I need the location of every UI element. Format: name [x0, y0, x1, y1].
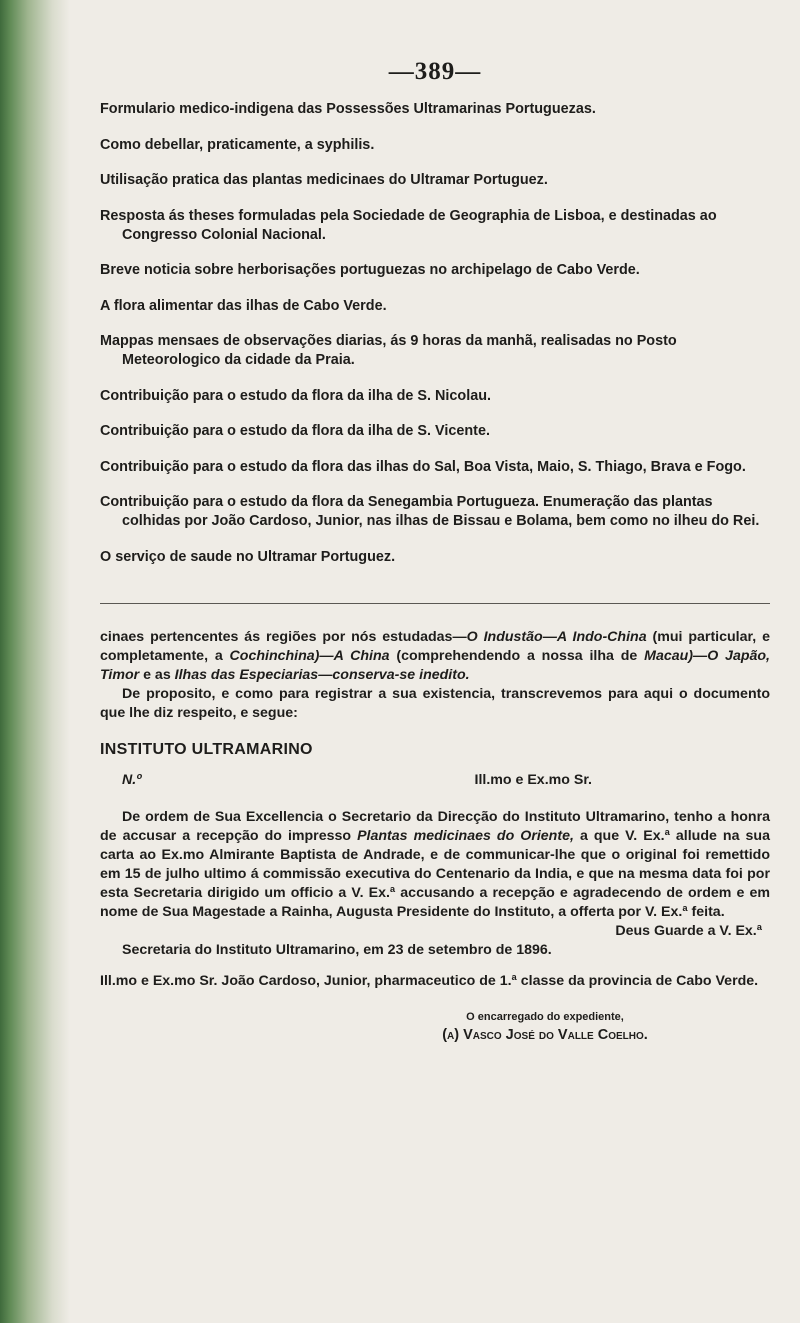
signature-label: O encarregado do expediente, [466, 1010, 624, 1023]
list-item: Contribuição para o estudo da flora da ilha de S. Nicolau. [100, 387, 492, 404]
list-item: Contribuição para o estudo da flora das ilhas do Sal, Boa Vista, Maio, S. Thiago, Brava e Fogo. [100, 458, 746, 475]
list-item: Resposta ás theses formuladas pela Sociedade de Geographia de Lisboa, e destinadas ao Congresso Colonial Nacional. [100, 207, 717, 243]
list-item: Breve noticia sobre herborisações portuguezas no archipelago de Cabo Verde. [100, 262, 640, 278]
list-item: Utilisação pratica das plantas medicinaes do Ultramar Portuguez. [100, 172, 548, 188]
text-run: e as [139, 666, 175, 683]
text-run: (comprehendendo a nossa ilha de [389, 647, 645, 664]
list-item: Mappas mensaes de observações diarias, ás 9 horas da manhã, realisadas no Posto Meteorologico da cidade da Praia. [100, 333, 677, 368]
list-item: A flora alimentar das ilhas de Cabo Verde. [100, 297, 387, 314]
dateline: Secretaria do Instituto Ultramarino, em 23 de setembro de 1896. [122, 941, 552, 958]
salutation: Ill.mo e Ex.mo Sr. [474, 771, 592, 788]
italic-run: Cochinchina)—A China [229, 647, 390, 664]
addressee: Ill.mo e Ex.mo Sr. João Cardoso, Junior, pharmaceutico de 1.ª classe da provincia de Cabo Verde. [100, 972, 759, 989]
paragraph-continued [100, 628, 770, 685]
reference-number: N.º [122, 771, 142, 788]
list-item: O serviço de saude no Ultramar Portuguez. [100, 548, 396, 565]
publication-list [100, 100, 770, 567]
section-heading: INSTITUTO ULTRAMARINO [100, 740, 313, 758]
text-run: a que V. Ex.ª allude na sua carta ao Ex.mo Almirante Baptista de Andrade, e de communicar-lhe que o original foi remettido em 15 de julho ultimo á commissão executiva do Centenario da India, e que na mesma data foi por esta Secretaria dirigido um officio a V. Ex.ª accusando a recepção e agradecendo de ordem e em nome de Sua Magestade a Rainha, Augusta Presidente do Instituto, a offerta por V. Ex.ª feita. [100, 827, 770, 920]
page-number: —389— [388, 58, 482, 85]
list-item: Contribuição para o estudo da flora da Senegambia Portugueza. Enumeração das plantas colhidas por João Cardoso, Junior, nas ilhas de Bissau e Bolama, bem como no ilheu do Rei. [100, 494, 760, 529]
list-item: Contribuição para o estudo da flora da ilha de S. Vicente. [100, 423, 490, 439]
italic-run: Plantas medicinaes do Oriente, [357, 827, 574, 844]
list-item: Formulario medico-indigena das Possessões Ultramarinas Portuguezas. [100, 101, 596, 117]
italic-run: Ilhas das Especiarias—conserva-se inedito. [174, 666, 470, 683]
section-divider [100, 603, 770, 604]
text-run: De ordem de Sua Excellencia o Secretario da Direcção do Instituto Ultramarino, tenho a honra de accusar a recepção do impresso [100, 808, 770, 844]
closing-formula: Deus Guarde a V. Ex.ª [615, 922, 762, 939]
text-run: cinaes pertencentes ás regiões por nós estudadas— [100, 628, 467, 645]
body-text [100, 628, 770, 991]
book-binding-edge [0, 0, 70, 1323]
italic-run: O Industão—A Indo-China [466, 628, 647, 645]
letter-body [100, 808, 770, 922]
text-run: (mui particular, e completamente, a [100, 628, 770, 664]
document-page [100, 58, 770, 1043]
reference-line [100, 771, 592, 790]
signature-name: (a) Vasco José do Valle Coelho. [442, 1026, 648, 1043]
list-item: Como debellar, praticamente, a syphilis. [100, 136, 375, 153]
italic-run: Macau)—O Japão, Timor [100, 647, 770, 683]
paragraph: De proposito, e como para registrar a sua existencia, transcrevemos para aqui o documento que lhe diz respeito, e segue: [100, 685, 770, 721]
